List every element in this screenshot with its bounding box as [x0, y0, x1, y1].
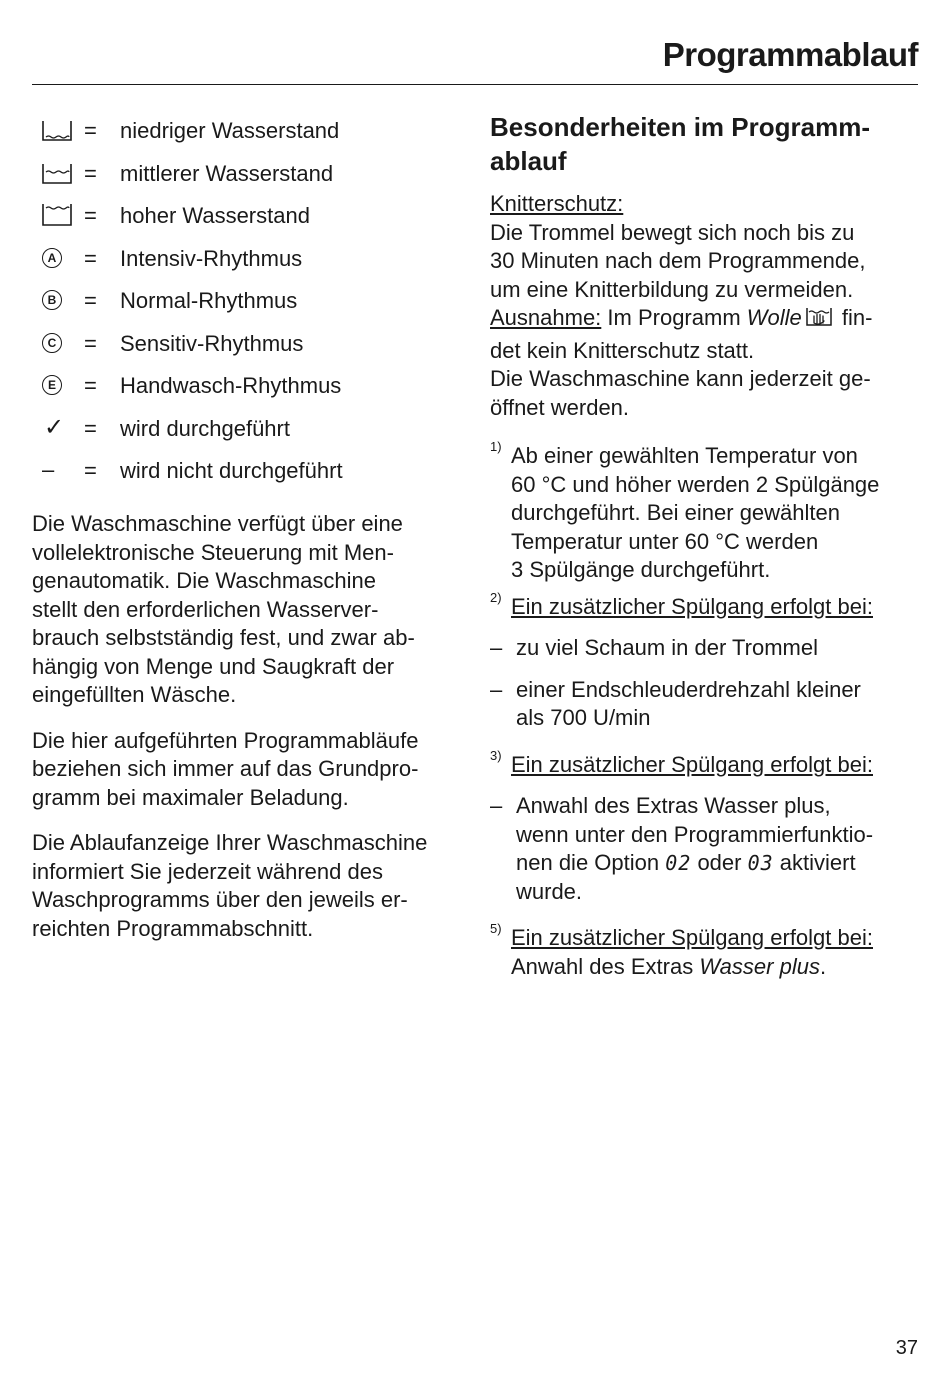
water-level-high-icon [40, 197, 78, 233]
legend-text: wird durchgeführt [120, 415, 290, 441]
list-item-text: Anwahl des Extras Wasser plus, wenn unter den Programmierfunktio- nen die Option [516, 793, 874, 875]
legend-text: wird nicht durchgeführt [120, 458, 343, 483]
circle-e-icon: E [42, 375, 62, 395]
dash-bullet: – [490, 676, 503, 702]
program-name: Wolle [746, 305, 802, 330]
footnote-number: 1) [490, 439, 502, 454]
dash-bullet: – [490, 793, 503, 818]
legend-row [32, 325, 472, 368]
list-item [490, 792, 920, 906]
footnote-number: 3) [490, 747, 502, 763]
symbol-legend [32, 112, 472, 495]
footnote-text [511, 953, 920, 982]
wool-wash-icon [804, 305, 834, 337]
legend-text: Normal-Rhythmus [120, 288, 298, 313]
list-item-text: einer Endschleuderdrehzahl kleiner als 700 U/min [516, 676, 861, 730]
legend-row [32, 240, 472, 283]
list-item-text: aktiviert wurde. [516, 850, 856, 904]
water-level-low-icon [40, 112, 78, 148]
page-number: 37 [895, 1337, 918, 1359]
page-title: Programmablauf [662, 36, 918, 73]
legend-equals: = [84, 373, 97, 398]
dash-icon: – [42, 457, 55, 482]
paragraph: Die Waschmaschine verfügt über eine vollelektronische Steuerung mit Men- genautomatik. Die Waschmaschine stellt den erforderlichen Wasserver- brauch selbstständig fest, und zwar ab- hängig von Menge und Saugkraft der eingefüllten Wäsche. [32, 511, 415, 707]
paragraph: Die Ablaufanzeige Ihrer Waschmaschine informiert Sie jederzeit während des Waschprogramms über den jeweils er- reichten Programmabschnitt. [32, 830, 428, 941]
legend-row [32, 282, 472, 325]
footnote-number: 5) [490, 921, 502, 936]
legend-equals: = [84, 458, 97, 483]
legend-equals: = [84, 245, 97, 271]
paragraph: Die hier aufgeführten Programmabläufe beziehen sich immer auf das Grundpro- gramm bei maximaler Beladung. [32, 727, 419, 810]
left-column-text [32, 510, 472, 960]
circle-b-icon: B [42, 290, 62, 310]
footnote-heading: Ein zusätzlicher Spülgang erfolgt bei: [511, 925, 873, 950]
legend-text: hoher Wasserstand [120, 203, 310, 228]
footnote-2 [490, 589, 920, 622]
exception-text: fin- [835, 305, 873, 330]
footnote-number: 2) [490, 589, 502, 605]
footnote-heading: Ein zusätzlicher Spülgang erfolgt bei: [511, 751, 873, 777]
circle-a-icon: A [42, 248, 62, 268]
legend-text: Sensitiv-Rhythmus [120, 330, 304, 356]
footnote-5 [490, 921, 920, 981]
footnote-heading: Ein zusätzlicher Spülgang erfolgt bei: [511, 593, 873, 619]
legend-row [32, 197, 472, 240]
list-item-text: zu viel Schaum in der Trommel [516, 635, 818, 660]
legend-equals: = [84, 203, 97, 228]
right-column [490, 110, 920, 981]
list-item [490, 676, 920, 733]
legend-equals: = [84, 330, 97, 356]
legend-text: mittlerer Wasserstand [120, 160, 334, 186]
exception-rest: det kein Knitterschutz statt. Die Waschmaschine kann jederzeit ge- öffnet werden. [490, 337, 871, 420]
header-divider [32, 84, 918, 85]
circle-c-icon: C [42, 333, 62, 353]
legend-row [32, 155, 472, 198]
legend-row [32, 112, 472, 155]
exception-label: Ausnahme: [490, 305, 602, 330]
exception-line [490, 304, 920, 337]
exception-text: Im Programm [601, 305, 747, 330]
option-code: 03 [747, 851, 774, 875]
legend-text: Intensiv-Rhythmus [120, 245, 303, 271]
legend-row [32, 367, 472, 410]
legend-equals: = [84, 160, 97, 186]
legend-row [32, 410, 472, 453]
footnote-1 [490, 439, 920, 585]
legend-text: niedriger Wasserstand [120, 118, 340, 143]
list-item [490, 634, 920, 663]
legend-equals: = [84, 288, 97, 313]
footnote-text-part: . [819, 953, 827, 979]
legend-text: Handwasch-Rhythmus [120, 373, 342, 398]
list-item-text: oder [691, 850, 748, 875]
extra-name: Wasser plus [699, 953, 820, 979]
section-heading: Besonderheiten im Programm- ablauf [490, 112, 870, 176]
footnote-text: Ab einer gewählten Temperatur von 60 °C und höher werden 2 Spülgänge durchgeführt. Bei einer gewählten Temperatur unter 60 °C werden 3 Spülgänge durchgeführt. [511, 443, 880, 582]
checkmark-icon: ✓ [44, 414, 65, 441]
water-level-medium-icon [40, 155, 78, 191]
legend-equals: = [84, 415, 97, 441]
legend-equals: = [84, 118, 97, 143]
option-code: 02 [665, 851, 692, 875]
dash-bullet: – [490, 635, 503, 660]
knitter-label: Knitterschutz: [490, 191, 624, 216]
footnote-3 [490, 747, 920, 780]
footnote-text-part: Anwahl des Extras [511, 953, 700, 979]
legend-row [32, 452, 472, 495]
knitter-text: Die Trommel bewegt sich noch bis zu 30 Minuten nach dem Programmende, um eine Knitterbildung zu vermeiden. [490, 219, 866, 302]
